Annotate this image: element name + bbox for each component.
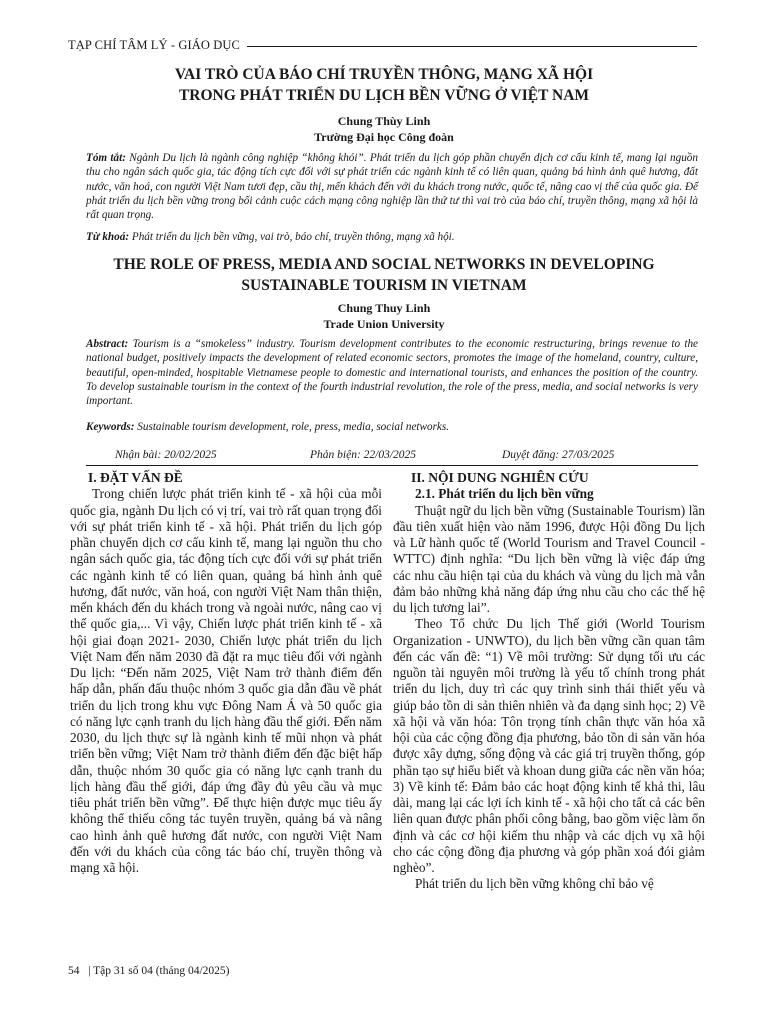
vi-keywords-label: Từ khoá: xyxy=(86,231,130,243)
en-author: Chung Thuy Linh xyxy=(337,301,431,315)
journal-name: TẠP CHÍ TÂM LÝ - GIÁO DỤC xyxy=(68,38,240,52)
en-keywords xyxy=(86,420,698,434)
vi-title-line1: VAI TRÒ CỦA BÁO CHÍ TRUYỀN THÔNG, MẠNG XÃ HỘI xyxy=(174,66,594,83)
section-heading-2: II. NỘI DUNG NGHIÊN CỨU xyxy=(411,470,589,485)
left-paragraph-1: Trong chiến lược phát triển kinh tế - xã hội của mỗi quốc gia, ngành Du lịch có vị trí, vai trò rất quan trọng đối với sự phát triển kinh tế - xã hội. Phát triển du lịch góp phần chuyển dịch cơ cấu kinh tế, mang lại nguồn thu cho ngân sách quốc gia, tác động tích cực đối với sự phát triển các ngành kinh tế có liên quan, quảng bá hình ảnh quê hương, đất nước, văn hoá, con người Việt Nam thân thiện, mến khách đến du khách trong và ngoài nước, nâng cao vị thế quốc gia,... Vì vậy, Chiến lược phát triển kinh tế - xã hội giai đoạn 2021- 2030, Chiến lược phát triển du lịch Việt Nam đến năm 2030 đã đặt ra mục tiêu đối với ngành Du lịch: “Đến năm 2025, Việt Nam trở thành điểm đến hấp dẫn, phấn đấu thuộc nhóm 3 quốc gia dẫn đầu về phát triển du lịch trong khu vực Đông Nam Á và 50 quốc gia có năng lực cạnh tranh du lịch hàng đầu thế giới. Đến năm 2030, du lịch thực sự là ngành kinh tế mũi nhọn và phát triển bền vững; Việt Nam trở thành điểm đến đặc biệt hấp dẫn, thuộc nhóm 30 quốc gia có năng lực cạnh tranh du lịch hàng đầu thế giới, đáp ứng đầy đủ yêu cầu và mục tiêu phát triển bền vững”. Để thực hiện được mục tiêu ấy không thể thiếu công tác tuyên truyền, quảng bá và nâng cao hình ảnh quê hương đất nước, con người Việt Nam đến với du khách của công tác báo chí, truyền thông và mạng xã hội. xyxy=(70,486,382,875)
en-abstract-text: Tourism is a “smokeless” industry. Tourism development contributes to the economic restructuring, brings revenue to the national budget, positively impacts the development of related economic sectors, promotes the image of the homeland, country, culture, beautiful, open-minded, hospitable Vietnamese people to domestic and international tourists, and enhances the position of the country. To develop sustainable tourism in the context of the fourth industrial revolution, the role of the press, media, and social networks is very important. xyxy=(86,338,698,408)
vi-title xyxy=(60,64,708,106)
page-footer xyxy=(68,965,229,977)
right-paragraph-3: Phát triển du lịch bền vững không chỉ bảo vệ xyxy=(415,876,654,892)
en-keywords-label: Keywords: xyxy=(86,421,135,433)
en-title xyxy=(60,254,708,296)
footer-text: 54 | Tập 31 số 04 (tháng 04/2025) xyxy=(68,965,230,977)
en-author-block xyxy=(60,300,708,332)
vi-keywords xyxy=(86,230,698,244)
date-reviewed: Phản biện: 22/03/2025 xyxy=(310,449,417,461)
date-received: Nhận bài: 20/02/2025 xyxy=(115,449,217,461)
vi-abstract xyxy=(86,151,698,222)
en-keywords-text: Sustainable tourism development, role, press, media, social networks. xyxy=(137,421,450,433)
en-affiliation: Trade Union University xyxy=(323,317,445,331)
en-abstract xyxy=(86,337,698,408)
vi-keywords-text: Phát triển du lịch bền vững, vai trò, báo chí, truyền thông, mạng xã hội. xyxy=(131,231,455,243)
left-column xyxy=(70,470,382,876)
right-column xyxy=(393,470,705,893)
en-title-line2: SUSTAINABLE TOURISM IN VIETNAM xyxy=(241,277,527,294)
right-paragraph-1: Thuật ngữ du lịch bền vững (Sustainable Tourism) lần đầu tiên xuất hiện vào năm 1996, được Hội đồng Du lịch và Lữ hành quốc tế (World Tourism and Travel Council - WTTC) định nghĩa: “Du lịch bền vững là việc đáp ứng các nhu cầu hiện tại của du khách và vùng du lịch mà vẫn đảm bảo những khả năng đáp ứng nhu cầu cho các thế hệ du lịch tương lai”. xyxy=(393,502,705,615)
vi-author-block xyxy=(60,113,708,145)
vi-abstract-text: Ngành Du lịch là ngành công nghiệp “không khói”. Phát triển du lịch góp phần chuyển dịch cơ cấu kinh tế, mang lại nguồn thu cho ngân sách quốc gia, tác động tích cực đối với sự phát triển các ngành kinh tế có liên quan, quảng bá hình ảnh quê hương, đất nước, văn hoá, con người Việt Nam tươi đẹp, cầu thị, mến khách đến với du khách trong nước, quốc tế, nâng cao vị thế của quốc gia. Để phát triển du lịch bền vững trong bối cảnh cuộc cách mạng công nghiệp lần thứ tư thì vai trò của báo chí, truyền thông, mạng xã hội là rất quan trọng. xyxy=(86,152,698,222)
en-abstract-label: Abstract: xyxy=(86,338,129,350)
right-paragraph-2: Theo Tổ chức Du lịch Thế giới (World Tourism Organization - UNWTO), du lịch bền vững cần quan tâm đến các vấn đề: “1) Về môi trường: Sử dụng tối ưu các nguồn tài nguyên môi trường là yếu tố chính trong phát triển du lịch, duy trì các quy trình sinh thái thiết yếu và giúp bảo tồn di sản thiên nhiên và đa dạng sinh học; 2) Về xã hội và văn hóa: Tôn trọng tính chân thực văn hóa xã hội của các cộng đồng địa phương, bảo tồn di sản văn hóa được xây dựng, sống động và các giá trị truyền thống, góp phần tạo sự hiểu biết và khoan dung giữa các nền văn hóa; 3) Về kinh tế: Đảm bảo các hoạt động kinh tế khả thi, lâu dài, mang lại các lợi ích kinh tế - xã hội cho tất cả các bên liên quan được phân phối công bằng, bao gồm việc làm ổn định và các cơ hội kiếm thu nhập và các dịch vụ xã hội cho các cộng đồng địa phương và góp phần xoá đói giảm nghèo”. xyxy=(393,616,705,875)
vi-abstract-label: Tóm tắt: xyxy=(86,152,126,164)
vi-title-line2: TRONG PHÁT TRIỂN DU LỊCH BỀN VỮNG Ở VIỆT NAM xyxy=(178,87,590,104)
dates-rule xyxy=(86,465,698,466)
header-rule xyxy=(247,46,697,47)
subsection-heading-2-1: 2.1. Phát triển du lịch bền vững xyxy=(415,486,594,502)
section-heading-1: I. ĐẶT VẤN ĐỀ xyxy=(88,470,183,485)
vi-author: Chung Thùy Linh xyxy=(337,114,431,128)
vi-affiliation: Trường Đại học Công đoàn xyxy=(314,130,454,144)
en-title-line1: THE ROLE OF PRESS, MEDIA AND SOCIAL NETWORKS IN DEVELOPING xyxy=(113,256,655,273)
date-approved: Duyệt đăng: 27/03/2025 xyxy=(502,449,615,461)
